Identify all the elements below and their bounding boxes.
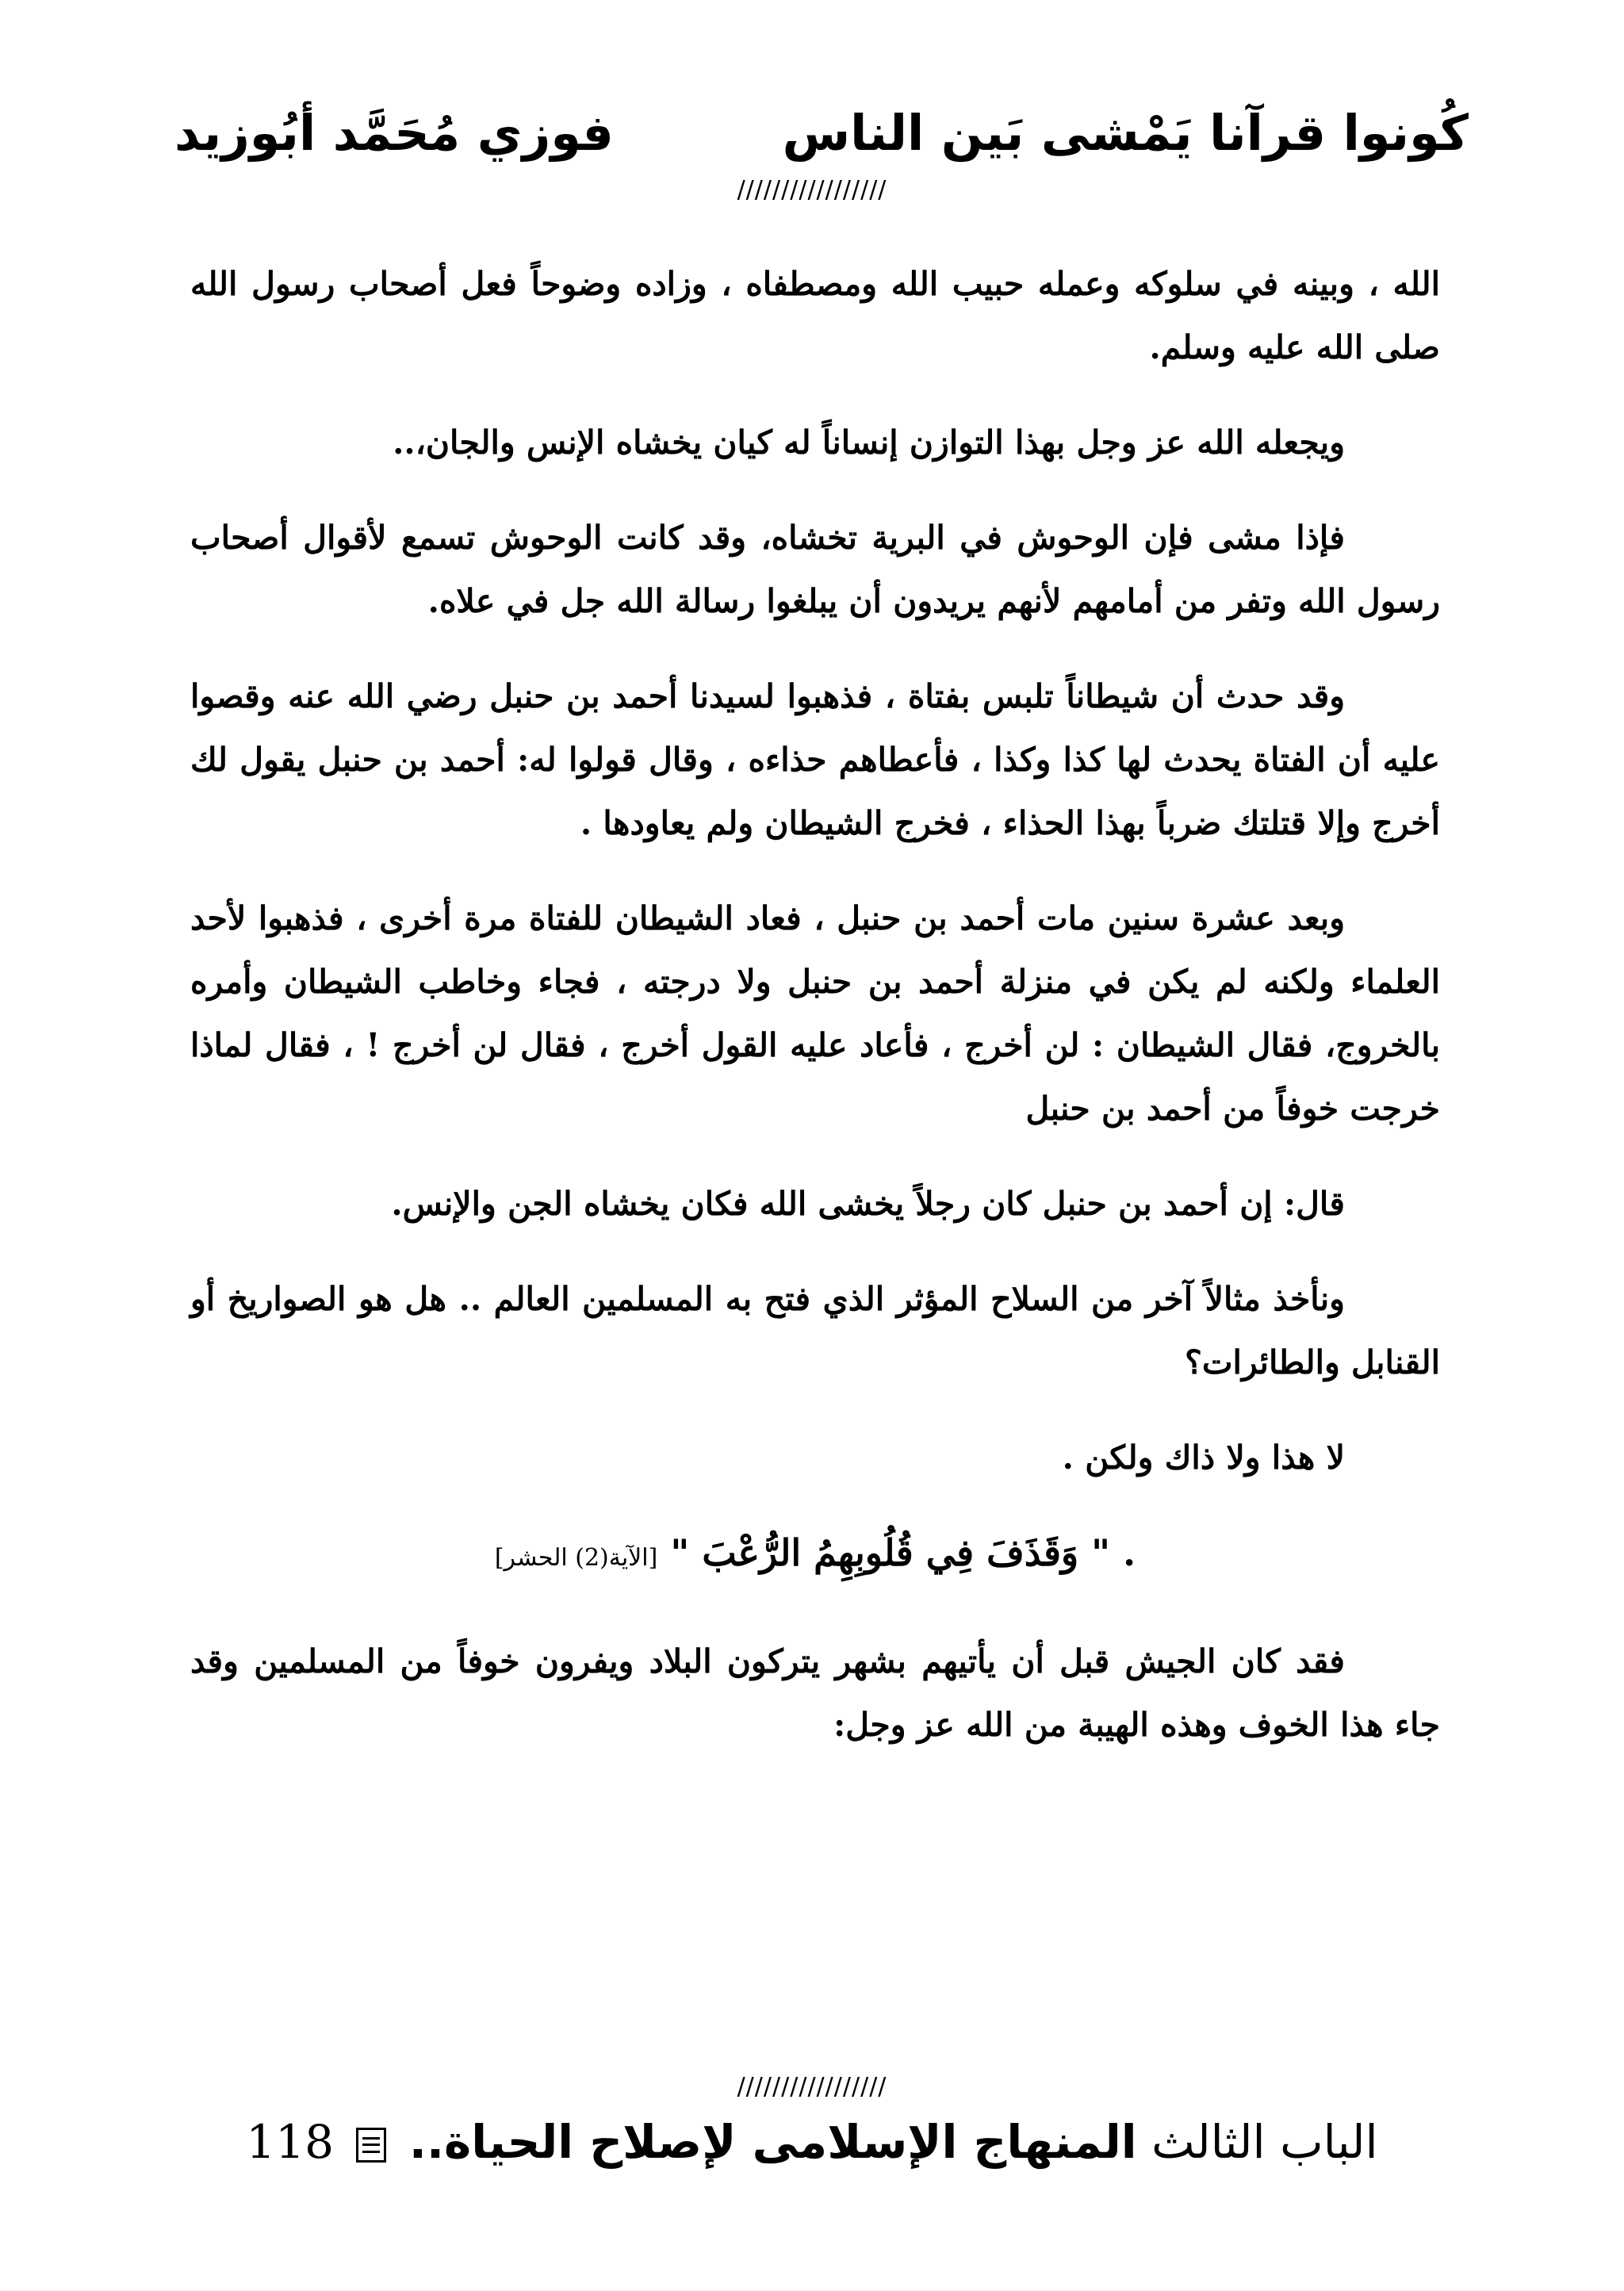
- quran-verse: [190, 1521, 1440, 1590]
- chapter-title: المنهاج الإسلامى لإصلاح الحياة..: [408, 2115, 1137, 2169]
- header-divider: /////////////////: [737, 176, 887, 204]
- paragraph: الله ، وبينه في سلوكه وعمله حبيب الله ومصطفاه ، وزاده وضوحاً فعل أصحاب رسول الله صلى الله عليه وسلم.: [190, 265, 1440, 366]
- author-name: فوزي مُحَمَّد أبُوزيد: [174, 104, 614, 162]
- paragraph: فإذا مشى فإن الوحوش في البرية تخشاه، وقد كانت الوحوش تسمع لأقوال أصحاب رسول الله وتفر من أمامهم لأنهم يريدون أن يبلغوا رسالة الله جل في علاه.: [190, 519, 1440, 620]
- page-header: [174, 94, 1469, 181]
- verse-text: . " وَقَذَفَ فِي قُلُوبِهِمُ الرُّعْبَ ": [670, 1531, 1136, 1574]
- footer-divider: /////////////////: [737, 2073, 887, 2101]
- paragraph: ونأخذ مثالاً آخر من السلاح المؤثر الذي فتح به المسلمين العالم .. هل هو الصواريخ أو القنابل والطائرات؟: [190, 1280, 1440, 1381]
- page-footer: [222, 2106, 1402, 2178]
- chapter-label: الباب الثالث: [1151, 2115, 1378, 2169]
- book-title: كُونوا قرآنا يَمْشى بَين الناس: [782, 104, 1469, 162]
- paragraph: وقد حدث أن شيطاناً تلبس بفتاة ، فذهبوا لسيدنا أحمد بن حنبل رضي الله عنه وقصوا عليه أن الفتاة يحدث لها كذا وكذا ، فأعطاهم حذاءه ، وقال قولوا له: أحمد بن حنبل يقول لك أخرج وإلا قتلتك ضرباً بهذا الحذاء ، فخرج الشيطان ولم يعاودها .: [190, 677, 1440, 842]
- paragraph: ويجعله الله عز وجل بهذا التوازن إنساناً له كيان يخشاه الإنس والجان،..: [393, 423, 1345, 462]
- page-body: [190, 252, 1440, 1788]
- paragraph: فقد كان الجيش قبل أن يأتيهم بشهر يتركون البلاد ويفرون خوفاً من المسلمين وقد جاء هذا الخوف وهذه الهيبة من الله عز وجل:: [190, 1642, 1440, 1744]
- paragraph: قال: إن أحمد بن حنبل كان رجلاً يخشى الله فكان يخشاه الجن والإنس.: [391, 1185, 1345, 1223]
- verse-reference: [الآية(2) الحشر]: [494, 1544, 658, 1572]
- page-number: 118: [246, 2115, 335, 2169]
- book-icon: [356, 2128, 386, 2163]
- paragraph: وبعد عشرة سنين مات أحمد بن حنبل ، فعاد الشيطان للفتاة مرة أخرى ، فذهبوا لأحد العلماء ولكنه لم يكن في منزلة أحمد بن حنبل ولا درجته ، فجاء وخاطب الشيطان وأمره بالخروج، فقال الشيطان : لن أخرج ، فأعاد عليه القول أخرج ، فقال لن أخرج ! ، فقال لماذا خرجت خوفاً من أحمد بن حنبل: [190, 899, 1440, 1128]
- paragraph: لا هذا ولا ذاك ولكن .: [1062, 1439, 1345, 1477]
